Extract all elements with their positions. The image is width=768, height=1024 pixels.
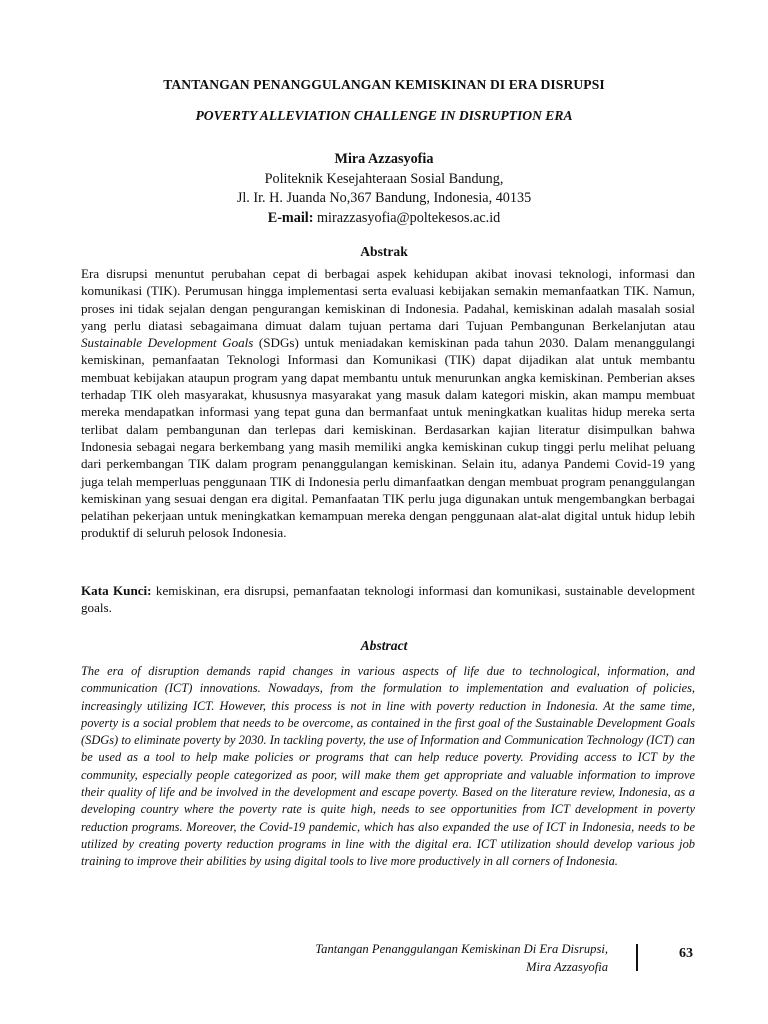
abstrak-text-part1: Era disrupsi menuntut perubahan cepat di berbagai aspek kehidupan akibat inovasi teknologi, informasi dan komunikasi (TIK). Perumusan hingga implementasi serta evaluasi kebijakan semakin memanfaatkan TIK. Namun, proses ini tidak sejalan dengan pengurangan kemiskinan di Indonesia. Padahal, kemiskinan adalah masalah sosial yang perlu diatasi sebagaimana dimuat dalam tujuan pertama dari Tujuan Pembangunan Berkelanjutan atau — [81, 266, 695, 333]
keywords-text: kemiskinan, era disrupsi, pemanfaatan teknologi informasi dan komunikasi, sustainable development goals. — [81, 583, 695, 616]
paper-title: TANTANGAN PENANGGULANGAN KEMISKINAN DI ERA DISRUPSI — [163, 77, 605, 92]
keywords-label: Kata Kunci: — [81, 583, 152, 598]
author-email: mirazzasyofia@poltekesos.ac.id — [317, 209, 501, 226]
email-label: E-mail: — [267, 209, 314, 226]
page-number: 63 — [679, 946, 693, 961]
author-address: Jl. Ir. H. Juanda No,367 Bandung, Indonesia, 40135 — [236, 190, 532, 206]
keywords — [81, 582, 695, 617]
footer-divider — [636, 944, 638, 971]
author-institution: Politeknik Kesejahteraan Sosial Bandung, — [264, 170, 504, 187]
running-title: Tantangan Penanggulangan Kemiskinan Di Era Disrupsi, — [315, 942, 608, 956]
author-block — [0, 150, 768, 228]
abstrak-body — [81, 265, 695, 542]
paper-subtitle: POVERTY ALLEVIATION CHALLENGE IN DISRUPTION ERA — [195, 108, 573, 123]
author-name: Mira Azzasyofia — [334, 151, 434, 167]
abstrak-sdg-term: Sustainable Development Goals — [81, 335, 254, 351]
running-author: Mira Azzasyofia — [526, 959, 608, 974]
running-footer — [240, 941, 608, 976]
abstrak-heading: Abstrak — [360, 244, 408, 259]
abstrak-text-part2: (SDGs) untuk meniadakan kemiskinan pada tahun 2030. Dalam menanggulangi kemiskinan, pemanfaatan Teknologi Informasi dan Komunikasi (TIK) dapat dijadikan alat untuk membantu membuat kebijakan ataupun program yang dapat membantu untuk menurunkan angka kemiskinan. Pemberian akses terhadap TIK oleh masyarakat, khususnya masyarakat yang masuk dalam kategori miskin, akan mampu membuat mereka mendapatkan informasi yang tepat guna dan bermanfaat untuk meningkatkan kualitas hidup mereka serta terlibat dalam pembangunan dan terlepas dari kemiskinan. Berdasarkan kajian literatur disimpulkan bahwa Indonesia sebagai negara berkembang yang masih memiliki angka kemiskinan cukup tinggi perlu melihat peluang dari perkembangan TIK dalam program penanggulangan kemiskinan. Selain itu, adanya Pandemi Covid-19 yang juga telah memperluas penggunaan TIK di Indonesia perlu dimanfaatkan dengan membuat program penanggulangan kemiskinan yang sesuai dengan era digital. Pemanfaatan TIK perlu juga digunakan untuk mengembangkan berbagai pelatihan pekerjaan untuk meningkatkan kemampuan mereka dengan penggunaan alat-alat digital untuk hidup lebih produktif di seluruh pelosok Indonesia. — [81, 335, 695, 541]
abstract-heading: Abstract — [360, 638, 408, 653]
abstract-body: The era of disruption demands rapid changes in various aspects of life due to technological, information, and communication (ICT) innovations. Nowadays, from the formulation to implementation and evaluation of policies, increasingly utilizing ICT. However, this process is not in line with poverty reduction in Indonesia. At the same time, poverty is a social problem that needs to be overcome, as contained in the first goal of the Sustainable Development Goals (SDGs) to eliminate poverty by 2030. In tackling poverty, the use of Information and Communication Technology (ICT) can be used as a tool to help make policies or programs that can help reduce poverty. Providing access to ICT by the community, especially people categorized as poor, will make them get appropriate and valuable information to improve their quality of life and be involved in the development and escape poverty. Based on the literature review, Indonesia, as a developing country where the poverty rate is quite high, needs to see opportunities from ICT development in poverty reduction programs. Moreover, the Covid-19 pandemic, which has also expanded the use of ICT in Indonesia, needs to be utilized by creating poverty reduction programs in line with the digital era. ICT utilization should develop various job training to improve their abilities by using digital tools to live more productively in all corners of Indonesia. — [81, 664, 695, 869]
author-email-line — [0, 209, 768, 229]
